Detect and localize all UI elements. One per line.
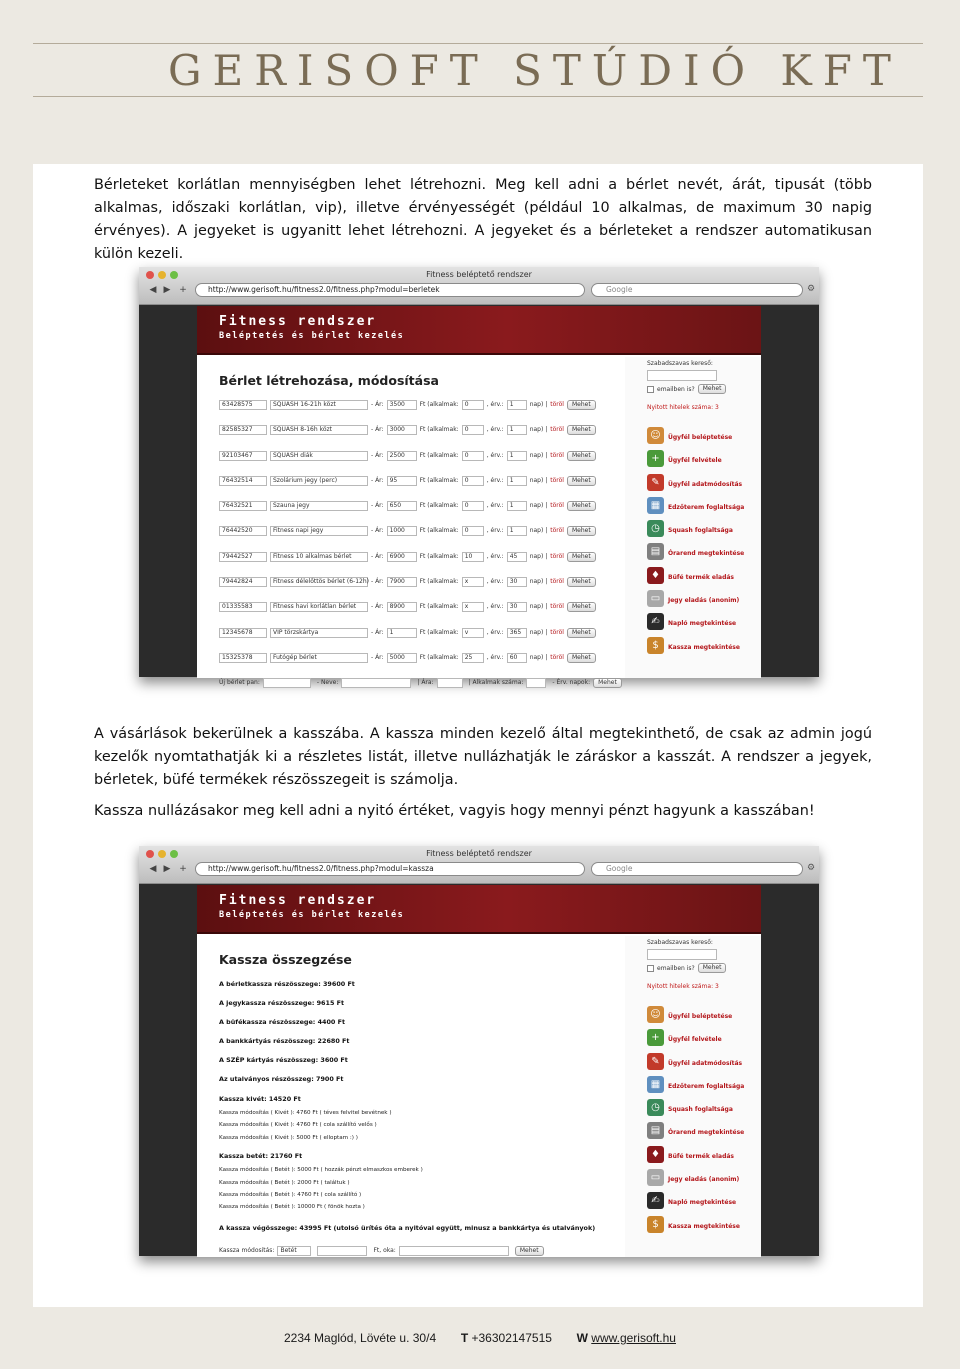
price-input: 95 [387, 476, 417, 486]
go-button: Mehet [567, 526, 596, 536]
days-input: 60 [507, 653, 527, 663]
sidebar-item [647, 1146, 761, 1169]
summary-line: Az utalványos részösszeg: 7900 Ft [219, 1075, 344, 1083]
count-input: 25 [462, 653, 484, 663]
delete-link: töröl [550, 653, 564, 661]
valid-label: , érv.: [486, 502, 504, 510]
name-input: SQUASH 16-21h közt [270, 400, 368, 410]
sidebar-item-label: Kassza megtekintése [668, 1222, 740, 1230]
count-input: v [462, 628, 484, 638]
sidebar-item [647, 520, 761, 543]
price-input: 650 [387, 501, 417, 511]
days-input: 30 [507, 602, 527, 612]
price-input: 7900 [387, 577, 417, 587]
name-input: Fitness napi jegy [270, 526, 368, 536]
kassza-mod-row [219, 1246, 625, 1256]
go-button: Mehet [567, 476, 596, 486]
valid-label: , érv.: [486, 603, 504, 611]
table-row [219, 476, 625, 501]
sidebar-item-label: Squash foglaltsága [668, 1106, 733, 1114]
log-icon: ✍ [647, 1192, 664, 1209]
name-input: Fitness délelőttös bérlet (6-12h) [270, 577, 368, 587]
cash-register-icon: $ [647, 637, 664, 654]
site-page [197, 885, 761, 1257]
sidebar-item [647, 1099, 761, 1122]
mod-label: Kassza módosítás: [219, 1246, 275, 1254]
table-row [219, 602, 625, 627]
email-row [647, 963, 761, 973]
days-label: nap) | [529, 552, 548, 560]
sidebar-item-label: Squash foglaltsága [668, 527, 733, 535]
site-page [197, 306, 761, 687]
sidebar-item [647, 1076, 761, 1099]
company-name: GERISOFT STÚDIÓ KFT [168, 46, 902, 95]
days-label: nap) | [529, 578, 548, 586]
sidebar-item-label: Ügyfél felvétele [668, 1036, 722, 1044]
sidebar-item-label: Napló megtekintése [668, 1199, 737, 1207]
add-user-icon: + [647, 450, 664, 467]
currency-label: Ft (alkalmak: [419, 476, 459, 484]
search-label: Szabadszavas kereső: [647, 360, 713, 367]
count-input: 0 [462, 476, 484, 486]
table-row [219, 526, 625, 551]
search-go-button: Mehet [698, 384, 727, 394]
summary-list [219, 979, 625, 1093]
price-input: 3000 [387, 425, 417, 435]
name-input: Szolárium jegy (perc) [270, 476, 368, 486]
sidebar-item [647, 1169, 761, 1192]
valid-label: , érv.: [486, 476, 504, 484]
name-input: VIP törzskártya [270, 628, 368, 638]
window-title: Fitness beléptető rendszer [426, 270, 532, 279]
email-checkbox [647, 386, 654, 393]
count-input: 0 [462, 400, 484, 410]
footer-website-link[interactable]: www.gerisoft.hu [591, 1331, 676, 1345]
valid-label: , érv.: [486, 628, 504, 636]
footer-phone: +36302147515 [471, 1331, 552, 1345]
sidebar-item-label: Kassza megtekintése [668, 643, 740, 651]
currency-label: Ft (alkalmak: [419, 527, 459, 535]
days-label: nap) | [529, 426, 548, 434]
table-row [219, 628, 625, 653]
betet-list [219, 1166, 625, 1216]
table-row [219, 425, 625, 450]
new-code-label: Új bérlet pan: [219, 679, 260, 687]
new-code-input [263, 678, 311, 688]
kivet-item: Kassza módosítás ( Kivét ): 4760 Ft ( cola szállító velős ) [219, 1122, 377, 1129]
currency-label: Ft (alkalmak: [419, 502, 459, 510]
delete-link: töröl [550, 578, 564, 586]
sidebar-item-label: Ügyfél beléptetése [668, 1013, 733, 1020]
go-button: Mehet [567, 400, 596, 410]
people-icon: ☺ [647, 1006, 664, 1023]
berlet-list [219, 400, 625, 678]
betet-item: Kassza módosítás ( Betét ): 10000 Ft ( fönök hozta ) [219, 1204, 365, 1211]
sidebar-item-label: Büfé termék eladás [668, 1152, 734, 1160]
days-label: nap) | [529, 653, 548, 661]
currency-label: Ft (alkalmak: [419, 603, 459, 611]
name-input: Fitness havi korlátlan bérlet [270, 602, 368, 612]
site-subtitle: Beléptetés és bérlet kezelés [219, 910, 405, 920]
kassza-summary [197, 936, 625, 1257]
code-input: 12345678 [219, 628, 267, 638]
price-label: - Ár: [371, 603, 384, 611]
code-input: 82585327 [219, 425, 267, 435]
delete-link: töröl [550, 476, 564, 484]
new-go-button: Mehet [593, 678, 622, 688]
summary-line: A bérletkassza részösszege: 39600 Ft [219, 980, 355, 988]
go-button: Mehet [567, 577, 596, 587]
days-input: 1 [507, 400, 527, 410]
count-input: 0 [462, 451, 484, 461]
days-input: 1 [507, 501, 527, 511]
price-input: 6900 [387, 552, 417, 562]
calendar-icon: ▦ [647, 1076, 664, 1093]
table-row [219, 552, 625, 577]
valid-label: , érv.: [486, 653, 504, 661]
sidebar-item-label: Ügyfél beléptetése [668, 434, 733, 441]
name-input: Futógép bérlet [270, 653, 368, 663]
currency-label: Ft (alkalmak: [419, 401, 459, 408]
clock-icon: ◷ [647, 1099, 664, 1116]
mod-reason-input [399, 1246, 509, 1256]
summary-line: A bankkártyás részösszeg: 22680 Ft [219, 1037, 350, 1045]
price-input: 5000 [387, 653, 417, 663]
new-price-label: | Ára: [417, 679, 434, 687]
edit-user-icon: ✎ [647, 474, 664, 491]
price-label: - Ár: [371, 552, 384, 560]
search-label: Szabadszavas kereső: [647, 939, 713, 946]
go-button: Mehet [567, 602, 596, 612]
sidebar-item [647, 497, 761, 520]
go-button: Mehet [567, 451, 596, 461]
browser-toolbar [139, 267, 819, 305]
code-input: 76442520 [219, 526, 267, 536]
days-input: 30 [507, 577, 527, 587]
final-total: A kassza végösszege: 43995 Ft (utolsó ürítés óta a nyitóval együtt, minusz a bankkártya és utalványok) [219, 1223, 596, 1232]
code-input: 76432514 [219, 476, 267, 486]
go-button: Mehet [567, 552, 596, 562]
sidebar [625, 357, 761, 678]
code-input: 01335583 [219, 602, 267, 612]
go-button: Mehet [567, 501, 596, 511]
new-price-input [437, 678, 463, 688]
wine-icon: ♦ [647, 1146, 664, 1163]
price-label: - Ár: [371, 401, 384, 408]
betet-item: Kassza módosítás ( Betét ): 5000 Ft ( hozzák pénzt elmaszkos emberek ) [219, 1167, 423, 1174]
currency-label: Ft (alkalmak: [419, 426, 459, 434]
back-icon: ◀ [149, 285, 157, 295]
sidebar-item-label: Napló megtekintése [668, 620, 737, 628]
summary-line: A SZÉP kártyás részösszeg: 3600 Ft [219, 1056, 348, 1064]
paragraph-nullazas: Kassza nullázásakor meg kell adni a nyitó értéket, vagyis hogy mennyi pénzt hagyunk a kasszában! [94, 803, 815, 819]
letterhead-rule-bottom [33, 96, 923, 97]
letterhead-rule-top [33, 43, 923, 44]
new-name-label: - Neve: [316, 679, 339, 687]
clock-icon: ◷ [647, 520, 664, 537]
price-label: - Ár: [371, 653, 384, 661]
days-input: 1 [507, 451, 527, 461]
count-input: x [462, 577, 484, 587]
name-input: SQUASH diák [270, 451, 368, 461]
sidebar-item [647, 567, 761, 590]
settings-icon: ⚙ [806, 863, 816, 873]
kivet-list [219, 1109, 625, 1146]
paragraph-berletek: Bérleteket korlátlan mennyiségben lehet létrehozni. Meg kell adni a bérlet nevét, árát, tipusát (több alkalmas, időszaki korlátlan, vip), illetve érvényességét (például 10 alkalmas, de maximum 30 napig érvényes). A jegyeket is ugyanitt lehet létrehozni. A jegyeket és a bérleteket a rendszer automatikusan külön kezeli. [94, 177, 872, 262]
sidebar-menu [647, 1006, 761, 1239]
sidebar-item-label: Jegy eladás (anonim) [668, 1176, 740, 1184]
valid-label: , érv.: [486, 426, 504, 434]
footer [0, 1331, 960, 1345]
days-input: 1 [507, 526, 527, 536]
window-title: Fitness beléptető rendszer [426, 849, 532, 858]
delete-link: töröl [550, 502, 564, 510]
price-label: - Ár: [371, 451, 384, 459]
code-input: 92103467 [219, 451, 267, 461]
sidebar-item [647, 427, 761, 450]
table-row [219, 400, 625, 425]
open-credits: Nyitott hitelek száma: 3 [647, 404, 719, 411]
betet-heading: Kassza betét: 21760 Ft [219, 1152, 303, 1161]
go-button: Mehet [567, 628, 596, 638]
sidebar [625, 936, 761, 1257]
days-input: 365 [507, 628, 527, 638]
table-row [219, 577, 625, 602]
search-go-button: Mehet [698, 963, 727, 973]
price-input: 3500 [387, 400, 417, 410]
summary-line: A jegykassza részösszege: 9615 Ft [219, 999, 345, 1007]
count-input: x [462, 602, 484, 612]
sidebar-item [647, 450, 761, 473]
price-label: - Ár: [371, 527, 384, 535]
ft-label: Ft, oka: [373, 1246, 396, 1254]
new-count-label: | Alkalmak száma: [468, 679, 524, 687]
kivet-heading: Kassza kivét: 14520 Ft [219, 1095, 301, 1103]
sidebar-item-label: Ügyfél adatmódosítás [668, 480, 743, 488]
code-input: 79442824 [219, 577, 267, 587]
days-label: nap) | [529, 628, 548, 636]
code-input: 63428575 [219, 400, 267, 410]
email-checkbox-label: emailben is? [657, 385, 695, 393]
site-title: Fitness rendszer [219, 893, 377, 908]
price-input: 1000 [387, 526, 417, 536]
edit-user-icon: ✎ [647, 1053, 664, 1070]
screenshot-berletek [139, 267, 819, 687]
sidebar-item [647, 637, 761, 660]
search-input [647, 949, 717, 960]
page-heading: Kassza összegzése [219, 952, 352, 967]
sidebar-item [647, 1053, 761, 1076]
days-label: nap) | [529, 527, 548, 535]
search-field: Google [591, 283, 803, 297]
sidebar-item [647, 543, 761, 566]
valid-label: , érv.: [486, 401, 504, 408]
ticket-icon: ▭ [647, 590, 664, 607]
wine-icon: ♦ [647, 567, 664, 584]
site-banner [197, 306, 761, 355]
settings-icon: ⚙ [806, 284, 816, 294]
sidebar-item-label: Ügyfél felvétele [668, 457, 722, 465]
currency-label: Ft (alkalmak: [419, 653, 459, 661]
delete-link: töröl [550, 401, 564, 408]
valid-label: , érv.: [486, 552, 504, 560]
sidebar-item-label: Edzőterem foglaltsága [668, 1082, 745, 1090]
ticket-icon: ▭ [647, 1169, 664, 1186]
sidebar-item [647, 1029, 761, 1052]
back-icon: ◀ [149, 864, 157, 874]
sidebar-item [647, 1006, 761, 1029]
table-row [219, 501, 625, 526]
sidebar-item [647, 474, 761, 497]
currency-label: Ft (alkalmak: [419, 451, 459, 459]
sidebar-item-label: Órarend megtekintése [668, 1129, 745, 1137]
go-button: Mehet [567, 653, 596, 663]
site-subtitle: Beléptetés és bérlet kezelés [219, 331, 405, 341]
browser-toolbar [139, 846, 819, 884]
log-icon: ✍ [647, 613, 664, 630]
count-input: 0 [462, 526, 484, 536]
kivet-item: Kassza módosítás ( Kivét ): 4760 Ft ( téves felvitel bevétnek ) [219, 1110, 392, 1116]
price-label: - Ár: [371, 578, 384, 586]
betet-item: Kassza módosítás ( Betét ): 2000 Ft ( találtuk ) [219, 1179, 350, 1186]
document-page [33, 164, 923, 1307]
price-label: - Ár: [371, 426, 384, 434]
count-input: 0 [462, 501, 484, 511]
berlet-editor [197, 357, 625, 687]
page-heading: Bérlet létrehozása, módosítása [219, 373, 439, 388]
price-label: - Ár: [371, 476, 384, 484]
table-row [219, 653, 625, 678]
days-input: 1 [507, 425, 527, 435]
count-input: 0 [462, 425, 484, 435]
screenshot-kassza [139, 846, 819, 1256]
valid-label: , érv.: [486, 578, 504, 586]
sidebar-item-label: Jegy eladás (anonim) [668, 597, 740, 605]
price-input: 8900 [387, 602, 417, 612]
days-input: 1 [507, 476, 527, 486]
currency-label: Ft (alkalmak: [419, 578, 459, 586]
betet-item: Kassza módosítás ( Betét ): 4760 Ft ( cola szállító ) [219, 1191, 362, 1198]
site-banner [197, 885, 761, 934]
delete-link: töröl [550, 628, 564, 636]
currency-label: Ft (alkalmak: [419, 628, 459, 636]
add-bookmark-icon: + [179, 285, 187, 295]
delete-link: töröl [550, 451, 564, 459]
address-bar: http://www.gerisoft.hu/fitness2.0/fitness.php?modul=kassza [195, 862, 585, 876]
valid-label: , érv.: [486, 527, 504, 535]
open-credits: Nyitott hitelek száma: 3 [647, 983, 719, 990]
search-field: Google [591, 862, 803, 876]
site-title: Fitness rendszer [219, 314, 377, 329]
search-input [647, 370, 717, 381]
price-input: 1 [387, 628, 417, 638]
valid-label: , érv.: [486, 451, 504, 459]
days-input: 45 [507, 552, 527, 562]
days-label: nap) | [529, 401, 548, 408]
name-input: Szauna jegy [270, 501, 368, 511]
price-label: - Ár: [371, 628, 384, 636]
days-label: nap) | [529, 502, 548, 510]
cash-register-icon: $ [647, 1216, 664, 1233]
paragraph-kassza: A vásárlások bekerülnek a kasszába. A kassza minden kezelő által megtekinthető, de csak az admin jogú kezelők nyomtathatják ki a részletes listát, illetve nullázhatják le záráskor a kasszát. A rendszer a jegyek, bérletek, büfé termékek részösszegeit is számolja. [94, 726, 872, 788]
kivet-item: Kassza módosítás ( Kivét ): 5000 Ft ( elloptam :) ) [219, 1134, 358, 1141]
sidebar-item [647, 1216, 761, 1239]
sidebar-item-label: Büfé termék eladás [668, 573, 734, 581]
go-button: Mehet [567, 425, 596, 435]
address-bar: http://www.gerisoft.hu/fitness2.0/fitness.php?modul=berletek [195, 283, 585, 297]
forward-icon: ▶ [163, 285, 171, 295]
code-input: 79442527 [219, 552, 267, 562]
new-name-input [341, 678, 411, 688]
days-label: nap) | [529, 451, 548, 459]
sidebar-item [647, 613, 761, 636]
count-input: 10 [462, 552, 484, 562]
email-checkbox-label: emailben is? [657, 964, 695, 972]
name-input: SQUASH 8-16h közt [270, 425, 368, 435]
footer-web-label: W [576, 1331, 588, 1345]
mod-go-button: Mehet [515, 1246, 544, 1256]
sidebar-item [647, 1122, 761, 1145]
mod-amount-input [317, 1246, 367, 1256]
sidebar-item [647, 590, 761, 613]
people-icon: ☺ [647, 427, 664, 444]
email-checkbox [647, 965, 654, 972]
new-berlet-row [219, 678, 625, 688]
sidebar-item [647, 1192, 761, 1215]
delete-link: töröl [550, 527, 564, 535]
summary-line: A büfékassza részösszege: 4400 Ft [219, 1018, 346, 1026]
add-bookmark-icon: + [179, 864, 187, 874]
calendar-icon: ▦ [647, 497, 664, 514]
name-input: Fitness 10 alkalmas bérlet [270, 552, 368, 562]
email-row [647, 384, 761, 394]
days-label: nap) | [529, 476, 548, 484]
price-input: 2500 [387, 451, 417, 461]
mod-type-select: Betét [277, 1246, 311, 1256]
delete-link: töröl [550, 603, 564, 611]
code-input: 76432521 [219, 501, 267, 511]
sidebar-item-label: Órarend megtekintése [668, 550, 745, 558]
add-user-icon: + [647, 1029, 664, 1046]
price-label: - Ár: [371, 502, 384, 510]
timetable-icon: ▤ [647, 1122, 664, 1139]
currency-label: Ft (alkalmak: [419, 552, 459, 560]
footer-address: 2234 Maglód, Lövéte u. 30/4 [284, 1331, 437, 1345]
footer-phone-label: T [460, 1331, 469, 1345]
table-row [219, 451, 625, 476]
new-valid-label: - Érv. napok: [552, 679, 591, 687]
sidebar-item-label: Ügyfél adatmódosítás [668, 1059, 743, 1067]
sidebar-item-label: Edzőterem foglaltsága [668, 503, 745, 511]
new-count-input [526, 678, 546, 688]
code-input: 15325378 [219, 653, 267, 663]
delete-link: töröl [550, 552, 564, 560]
delete-link: töröl [550, 426, 564, 434]
sidebar-menu [647, 427, 761, 660]
timetable-icon: ▤ [647, 543, 664, 560]
days-label: nap) | [529, 603, 548, 611]
forward-icon: ▶ [163, 864, 171, 874]
